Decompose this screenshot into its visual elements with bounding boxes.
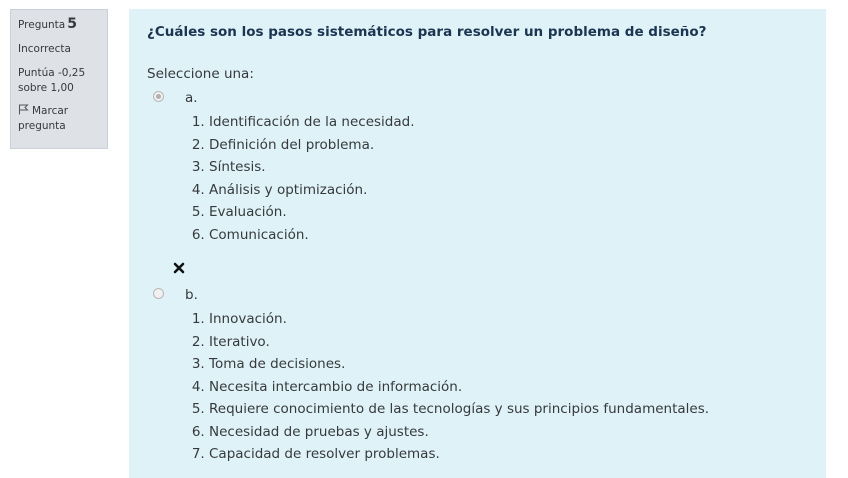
option-letter-a: a. xyxy=(185,90,198,106)
question-label: Pregunta xyxy=(18,19,66,31)
list-item: 3. Síntesis. xyxy=(209,156,808,179)
grade-line-2: sobre 1,00 xyxy=(18,82,74,94)
question-grade xyxy=(18,66,100,96)
grade-line-1: Puntúa -0,25 xyxy=(18,67,86,79)
question-text: ¿Cuáles son los pasos sistemáticos para resolver un problema de diseño? xyxy=(147,24,707,40)
option-letter-b: b. xyxy=(185,287,198,303)
incorrect-feedback xyxy=(173,262,808,276)
answer-option-a xyxy=(147,89,808,276)
answer-option-b xyxy=(147,286,808,466)
option-a-list xyxy=(147,111,808,246)
list-item: 6. Necesidad de pruebas y ajustes. xyxy=(209,421,808,444)
list-item: 5. Evaluación. xyxy=(209,201,808,224)
flag-icon xyxy=(18,104,29,115)
radio-option-a[interactable] xyxy=(153,91,164,102)
list-item: 6. Comunicación. xyxy=(209,224,808,247)
answer-prompt: Seleccione una: xyxy=(147,66,254,82)
flag-label-1: Marcar xyxy=(32,105,69,117)
list-item: 3. Toma de decisiones. xyxy=(209,353,808,376)
question-content xyxy=(129,9,826,478)
cross-icon xyxy=(173,262,185,274)
option-b-list xyxy=(147,308,808,466)
list-item: 4. Necesita intercambio de información. xyxy=(209,376,808,399)
flag-question-button[interactable] xyxy=(18,104,100,134)
list-item: 2. Iterativo. xyxy=(209,331,808,354)
list-item: 2. Definición del problema. xyxy=(209,134,808,157)
list-item: 5. Requiere conocimiento de las tecnologías y sus principios fundamentales. xyxy=(209,398,808,421)
list-item: 1. Identificación de la necesidad. xyxy=(209,111,808,134)
flag-label-2: pregunta xyxy=(18,120,66,132)
list-item: 4. Análisis y optimización. xyxy=(209,179,808,202)
question-info-panel xyxy=(10,9,108,149)
question-state: Incorrecta xyxy=(18,43,71,55)
question-number xyxy=(18,17,100,33)
list-item: 1. Innovación. xyxy=(209,308,808,331)
question-number-value: 5 xyxy=(67,16,77,32)
radio-option-b[interactable] xyxy=(153,288,164,299)
list-item: 7. Capacidad de resolver problemas. xyxy=(209,443,808,466)
